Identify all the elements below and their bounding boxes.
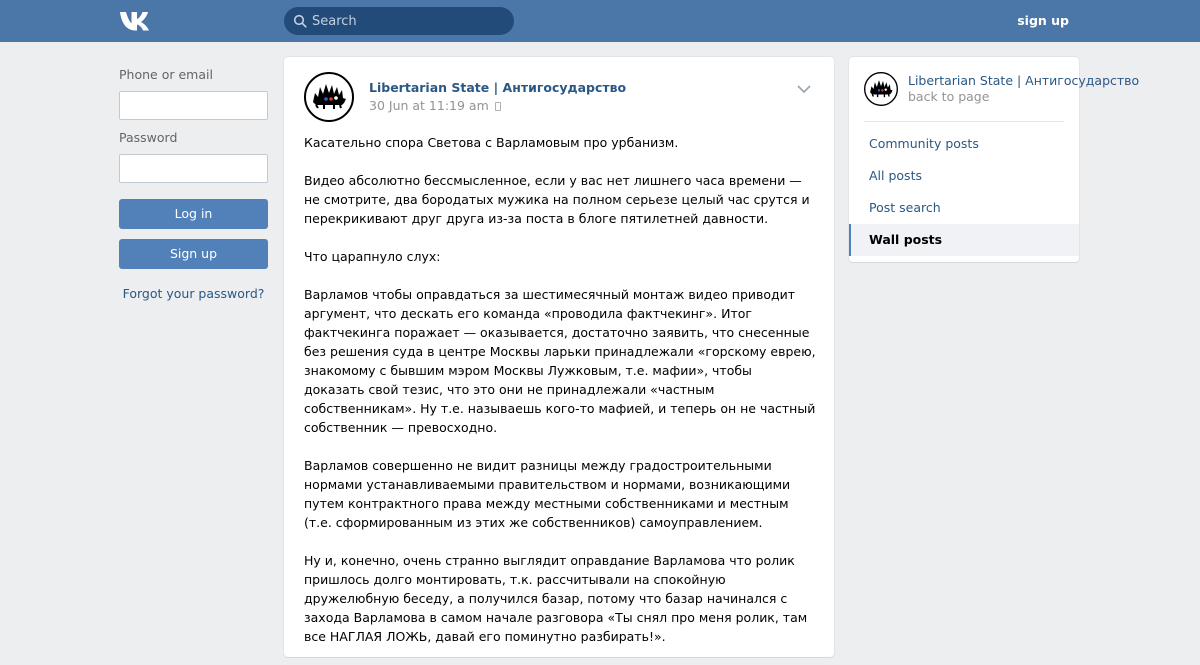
back-to-page-link[interactable]: back to page	[908, 89, 990, 104]
sidebar-item-post-search[interactable]: Post search	[869, 200, 941, 215]
sidebar-item-wall-posts[interactable]: Wall posts	[849, 224, 1079, 256]
sidebar-item-community-posts[interactable]: Community posts	[869, 136, 979, 151]
porcupine-logo-icon	[304, 72, 354, 122]
sidebar-community-name[interactable]: Libertarian State | Антигосударство	[908, 73, 1140, 88]
wall-post	[284, 57, 834, 657]
sidebar-menu	[849, 128, 1079, 256]
post-date	[369, 98, 501, 113]
search-box	[284, 7, 514, 35]
forgot-password-link[interactable]: Forgot your password?	[122, 286, 265, 301]
community-sidebar	[849, 57, 1140, 262]
porcupine-logo-icon	[864, 72, 898, 106]
post-text	[304, 133, 816, 665]
login-button[interactable]: Log in	[119, 199, 268, 229]
post-paragraph: Варламов чтобы оправдаться за шестимесячный монтаж видео приводит аргумент, что дескать его команда «проводила фактчекинг». Итог фактчекинга поражает — оказывается, достаточно заявить, что снесенные без решения суда в центре Москвы ларьки принадлежали «горскому еврею, знакомому с бывшим мэром Москвы Лужковым, т.е. мафии», чтобы доказать свой тезис, что это они не принадлежали «частным собственникам». Ну т.е. называешь кого-то мафией, и теперь он не частный собственник — превосходно.	[304, 287, 816, 435]
vk-logo-icon[interactable]	[119, 10, 153, 32]
community-avatar[interactable]	[304, 72, 354, 122]
sidebar-divider	[864, 121, 1064, 122]
login-form	[119, 57, 268, 301]
post-paragraph: Видео абсолютно бессмысленное, если у вас нет лишнего часа времени — не смотрите, два бородатых мужика на полном серьезе целый час срутся и перекрикивают друг друга из-за поста в блоге пятилетней давности.	[304, 173, 810, 226]
post-paragraph: Ну и, конечно, очень странно выглядит оправдание Варламова что ролик пришлось долго монтировать, т.к. рассчитывали на спокойную дружелюбную беседу, а получился базар, потому что базар начинался с захода Варламова в самом начале разговора «Ты снял про меня ролик, там все НАГЛАЯ ЛОЖЬ, давай его поминутно разбирать!».	[304, 553, 808, 644]
post-date-text[interactable]: 30 Jun at 11:19 am	[369, 98, 489, 113]
sidebar-item-all-posts[interactable]: All posts	[869, 168, 922, 183]
sidebar-community-avatar[interactable]	[864, 72, 898, 106]
password-label: Password	[119, 130, 178, 145]
password-field[interactable]	[119, 154, 268, 183]
search-input[interactable]	[312, 7, 508, 35]
mobile-phone-icon	[495, 102, 501, 111]
top-header	[0, 0, 1200, 42]
chevron-down-icon[interactable]	[796, 84, 812, 94]
header-signup-link[interactable]: sign up	[1017, 13, 1069, 28]
phone-email-field[interactable]	[119, 91, 268, 120]
post-author-link[interactable]: Libertarian State | Антигосударство	[369, 80, 627, 95]
phone-label: Phone or email	[119, 67, 213, 82]
search-icon	[293, 14, 307, 28]
signup-button[interactable]: Sign up	[119, 239, 268, 269]
post-paragraph: Варламов совершенно не видит разницы между градостроительными нормами устанавливаемыми правительством и нормами, возникающими путем контрактного права между местными собственниками и местным (т.е. сформированным из этих же собственников) самоуправлением.	[304, 458, 791, 530]
post-paragraph: Что царапнуло слух:	[304, 249, 441, 264]
post-paragraph: Касательно спора Светова с Варламовым про урбанизм.	[304, 135, 679, 150]
